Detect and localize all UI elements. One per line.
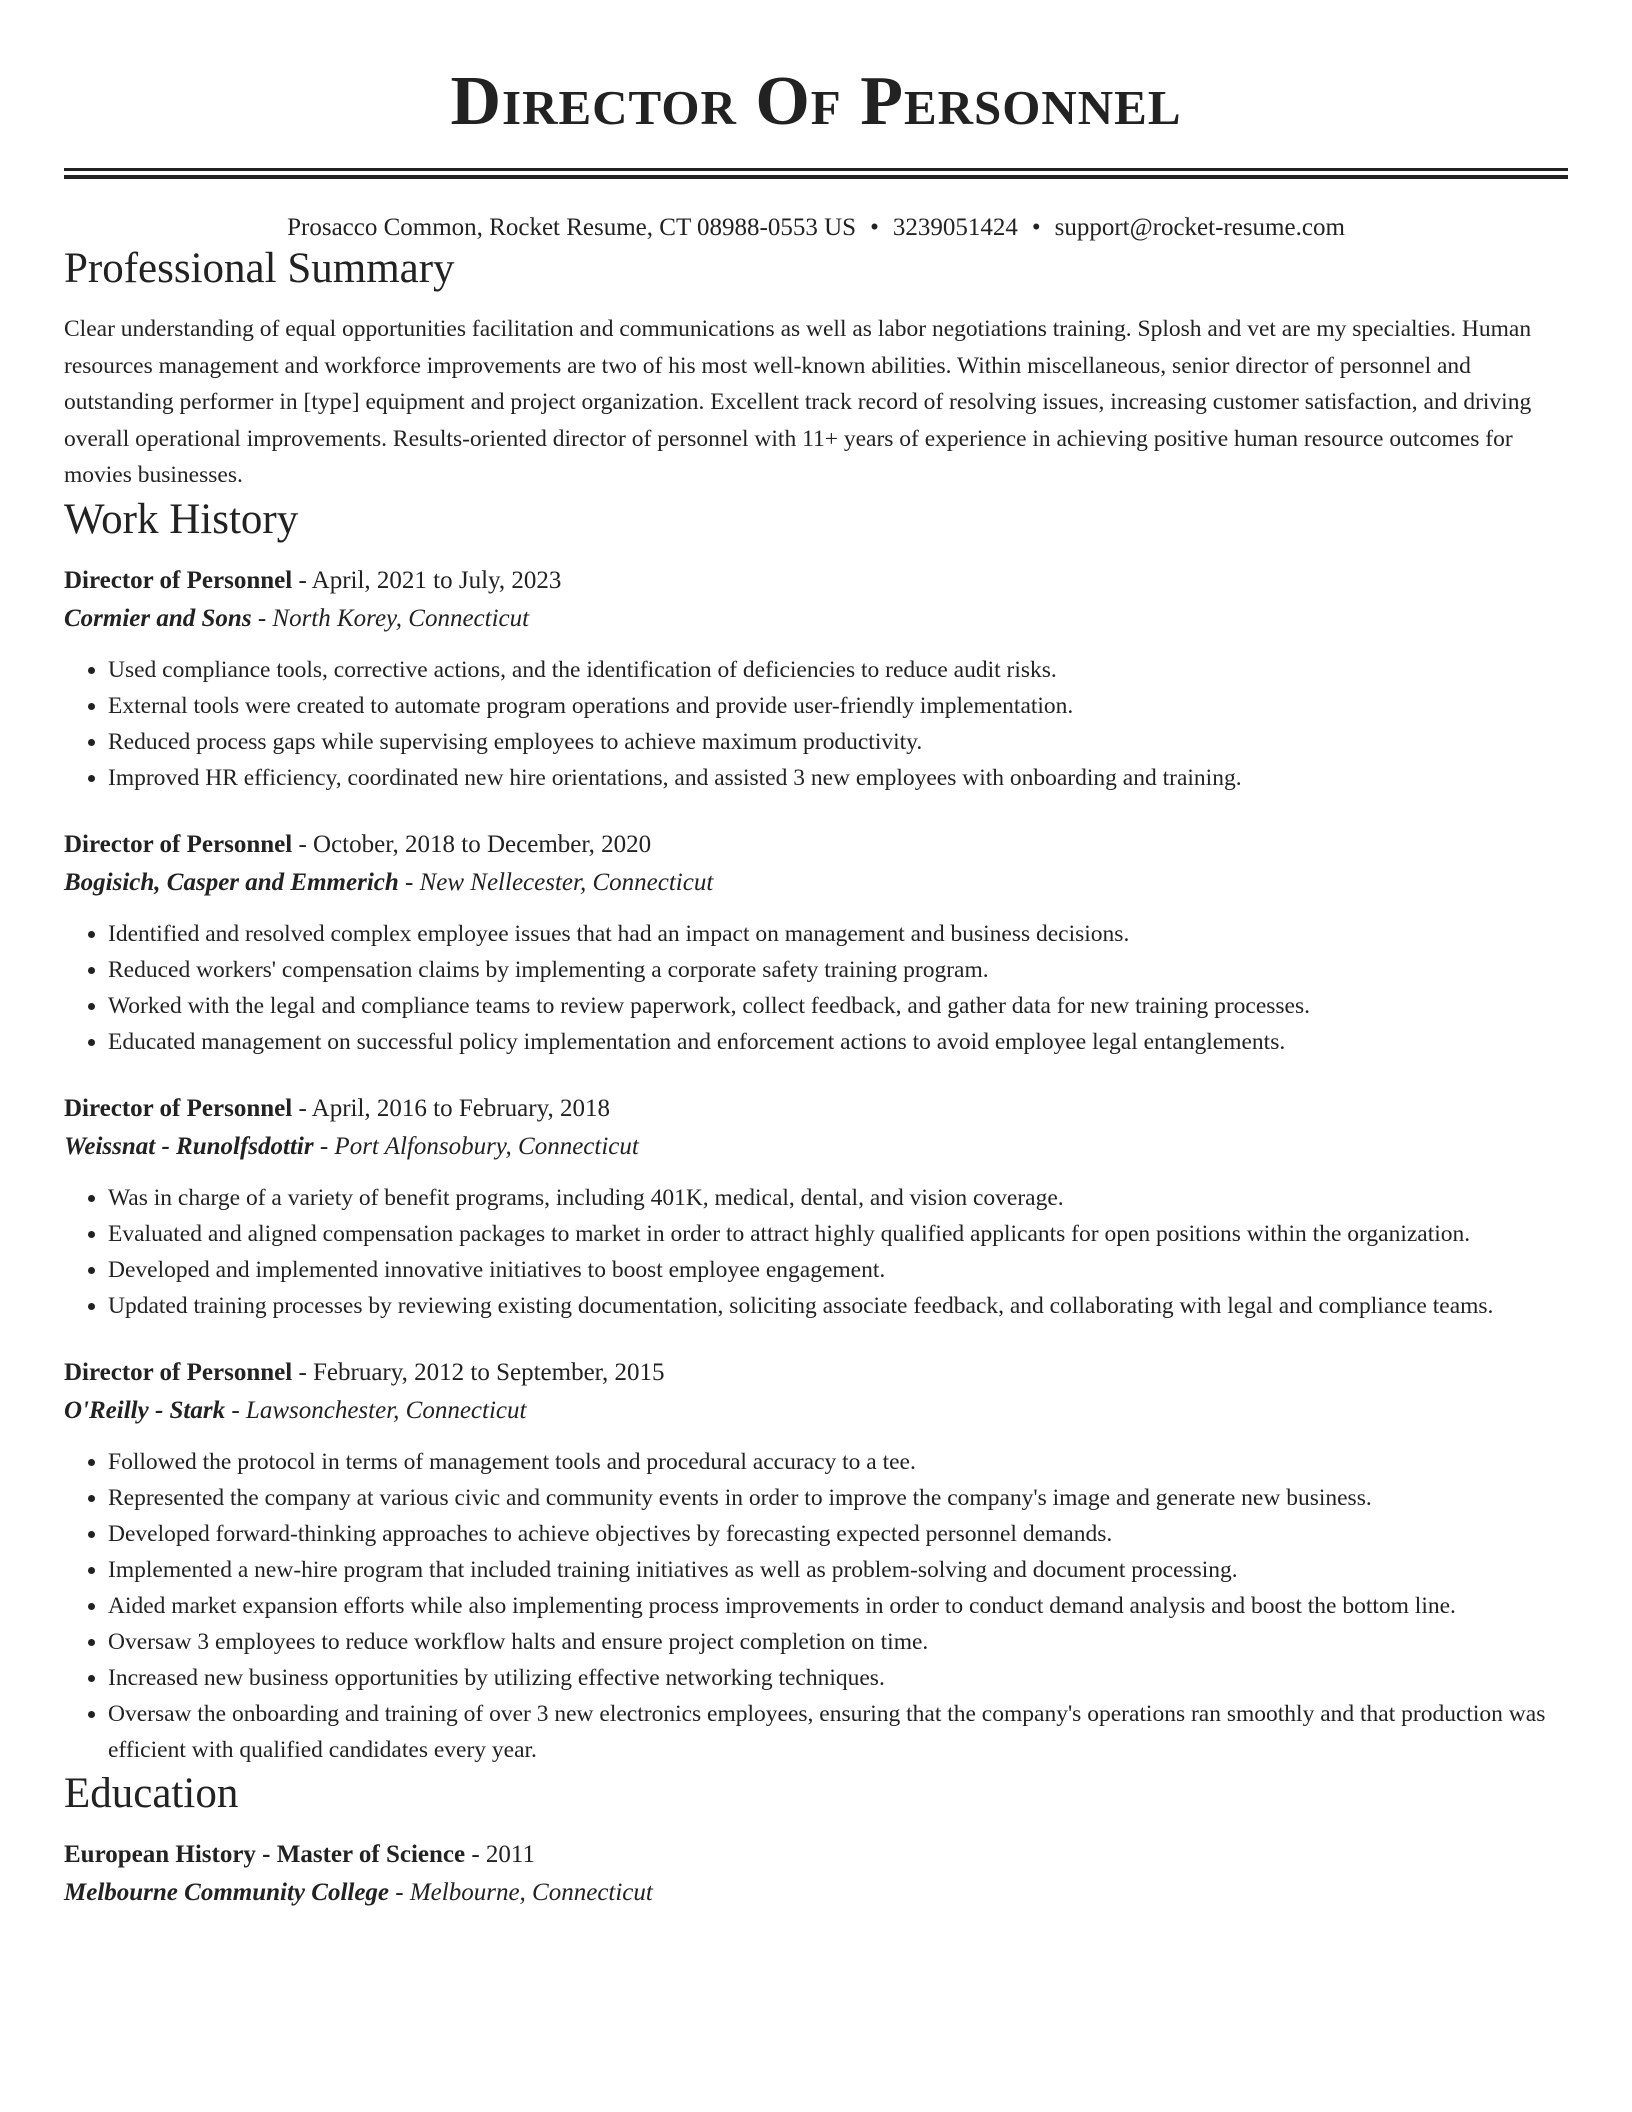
job-bullets bbox=[64, 652, 1568, 796]
job-entry bbox=[64, 1090, 1568, 1324]
job-bullets bbox=[64, 1180, 1568, 1324]
list-item: • Improved HR efficiency, coordinated new hire orientations, and assisted 3 new employees with onboarding and training. bbox=[108, 760, 1568, 796]
contact-separator: • bbox=[1031, 214, 1041, 241]
title-divider bbox=[64, 168, 1568, 179]
school-line bbox=[64, 1874, 1568, 1912]
school-name: Melbourne Community College bbox=[64, 1878, 390, 1906]
resume-title: Director Of Personnel bbox=[450, 63, 1182, 140]
job-title-line bbox=[64, 1354, 1568, 1392]
list-item: • Oversaw 3 employees to reduce workflow halts and ensure project completion on time. bbox=[108, 1624, 1568, 1660]
graduation-year: - 2011 bbox=[465, 1840, 536, 1868]
job-title-line bbox=[64, 562, 1568, 600]
list-item: • Reduced process gaps while supervising employees to achieve maximum productivity. bbox=[108, 724, 1568, 760]
list-item: • Was in charge of a variety of benefit programs, including 401K, medical, dental, and vision coverage. bbox=[108, 1180, 1568, 1216]
list-item: • Developed forward-thinking approaches to achieve objectives by forecasting expected personnel demands. bbox=[108, 1516, 1568, 1552]
job-entry bbox=[64, 826, 1568, 1060]
degree-line bbox=[64, 1836, 1568, 1874]
contact-phone: 3239051424 bbox=[892, 214, 1018, 241]
job-entry bbox=[64, 562, 1568, 796]
list-item: • Developed and implemented innovative initiatives to boost employee engagement. bbox=[108, 1252, 1568, 1288]
list-item: • Educated management on successful policy implementation and enforcement actions to avoid employee legal entanglements. bbox=[108, 1024, 1568, 1060]
education-entry bbox=[64, 1836, 1568, 1912]
school-location: - Melbourne, Connecticut bbox=[389, 1878, 653, 1906]
contact-address: Prosacco Common, Rocket Resume, CT 08988-0553 US bbox=[287, 214, 857, 241]
job-dates: - October, 2018 to December, 2020 bbox=[292, 830, 652, 858]
list-item: • Increased new business opportunities by utilizing effective networking techniques. bbox=[108, 1660, 1568, 1696]
list-item: • Aided market expansion efforts while also implementing process improvements in order to conduct demand analysis and boost the bottom line. bbox=[108, 1588, 1568, 1624]
summary-heading: Professional Summary bbox=[64, 245, 455, 292]
job-dates: - April, 2021 to July, 2023 bbox=[292, 566, 562, 594]
company-line bbox=[64, 600, 1568, 638]
list-item: • Updated training processes by reviewing existing documentation, soliciting associate feedback, and collaborating with legal and compliance teams. bbox=[108, 1288, 1568, 1324]
company-location: - Lawsonchester, Connecticut bbox=[225, 1396, 527, 1424]
summary-text: Clear understanding of equal opportunities facilitation and communications as well as labor negotiations training. Splosh and vet are my specialties. Human resources management and workforce improvements are two of his most well-known abilities. Within miscellaneous, senior director of personnel and outstanding performer in [type] equipment and project organization. Excellent track record of resolving issues, increasing customer satisfaction, and driving overall operational improvements. Results-oriented director of personnel with 11+ years of experience in achieving positive human resource outcomes for movies businesses. bbox=[64, 316, 1532, 488]
list-item: • Oversaw the onboarding and training of over 3 new electronics employees, ensuring that the company's operations ran smoothly and that production was efficient with qualified candidates every year. bbox=[108, 1696, 1568, 1768]
job-title: Director of Personnel bbox=[64, 1358, 293, 1386]
contact-line bbox=[64, 213, 1568, 243]
contact-separator: • bbox=[870, 214, 879, 241]
list-item: • Represented the company at various civic and community events in order to improve the company's image and generate new business. bbox=[108, 1480, 1568, 1516]
job-title-line bbox=[64, 826, 1568, 864]
list-item: • Implemented a new-hire program that included training initiatives as well as problem-solving and document processing. bbox=[108, 1552, 1568, 1588]
contact-email[interactable]: support@rocket-resume.com bbox=[1054, 214, 1345, 241]
degree: European History - Master of Science bbox=[64, 1840, 466, 1868]
company-location: - New Nellecester, Connecticut bbox=[398, 868, 714, 896]
job-title: Director of Personnel bbox=[64, 1094, 293, 1122]
company-location: - North Korey, Connecticut bbox=[251, 604, 530, 632]
work-history-heading: Work History bbox=[64, 495, 299, 543]
company-location: - Port Alfonsobury, Connecticut bbox=[313, 1132, 639, 1160]
job-title: Director of Personnel bbox=[64, 566, 293, 594]
company-name: Weissnat - Runolfsdottir bbox=[64, 1132, 314, 1160]
job-title: Director of Personnel bbox=[64, 830, 293, 858]
job-entry bbox=[64, 1354, 1568, 1768]
list-item: • Used compliance tools, corrective actions, and the identification of deficiencies to reduce audit risks. bbox=[108, 652, 1568, 688]
company-line bbox=[64, 864, 1568, 902]
company-line bbox=[64, 1128, 1568, 1166]
list-item: • Reduced workers' compensation claims by implementing a corporate safety training program. bbox=[108, 952, 1568, 988]
company-name: O'Reilly - Stark bbox=[64, 1396, 226, 1424]
list-item: • Followed the protocol in terms of management tools and procedural accuracy to a tee. bbox=[108, 1444, 1568, 1480]
list-item: • Identified and resolved complex employee issues that had an impact on management and business decisions. bbox=[108, 916, 1568, 952]
list-item: • External tools were created to automate program operations and provide user-friendly implementation. bbox=[108, 688, 1568, 724]
list-item: • Worked with the legal and compliance teams to review paperwork, collect feedback, and gather data for new training processes. bbox=[108, 988, 1568, 1024]
education-heading: Education bbox=[64, 1769, 239, 1817]
company-name: Cormier and Sons bbox=[64, 604, 252, 632]
job-dates: - February, 2012 to September, 2015 bbox=[292, 1358, 665, 1386]
company-name: Bogisich, Casper and Emmerich bbox=[64, 868, 399, 896]
list-item: • Evaluated and aligned compensation packages to market in order to attract highly qualified applicants for open positions within the organization. bbox=[108, 1216, 1568, 1252]
job-title-line bbox=[64, 1090, 1568, 1128]
job-dates: - April, 2016 to February, 2018 bbox=[292, 1094, 610, 1122]
job-bullets bbox=[64, 1444, 1568, 1768]
company-line bbox=[64, 1392, 1568, 1430]
job-bullets bbox=[64, 916, 1568, 1060]
